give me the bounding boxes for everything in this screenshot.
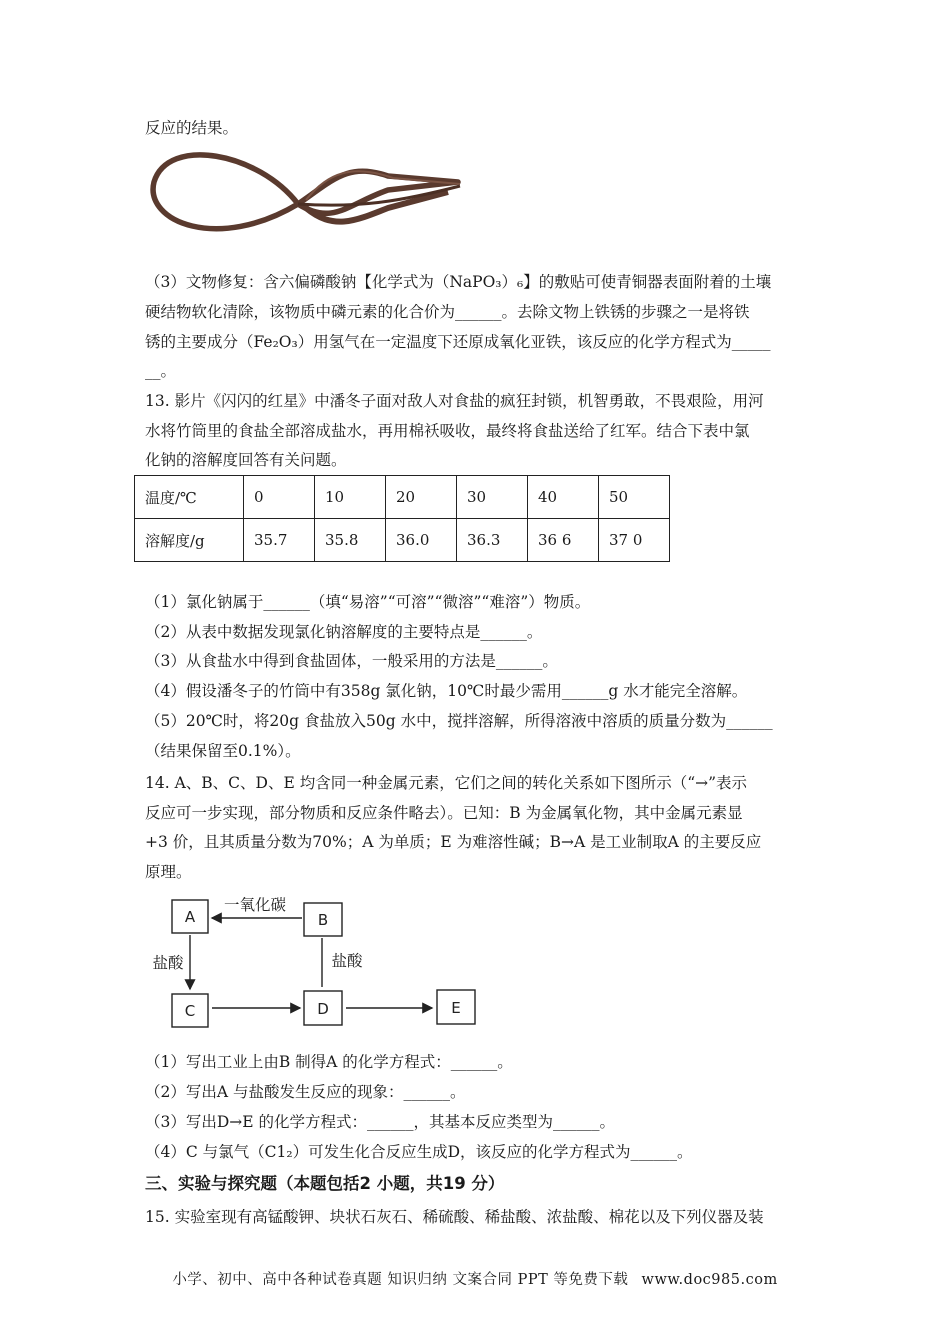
- text-line: （1）写出工业上由B 制得A 的化学方程式：______。: [145, 1053, 513, 1071]
- question-15: 15. 实验室现有高锰酸钾、块状石灰石、稀硫酸、稀盐酸、浓盐酸、棉花以及下列仪器及装: [145, 1208, 764, 1226]
- text-line: （1）氯化钠属于______（填“易溶”“可溶”“微溶”“难溶”）物质。: [145, 593, 591, 611]
- text-line: __。: [145, 362, 177, 380]
- table-row: [135, 519, 670, 562]
- conversion-diagram: [150, 885, 490, 1035]
- table-cell: 30: [457, 476, 528, 519]
- solubility-table: [134, 475, 670, 562]
- table-cell: 37 0: [599, 519, 670, 562]
- label-b-to-d: 盐酸: [331, 952, 363, 970]
- text-line: （3）从食盐水中得到食盐固体，一般采用的方法是______。: [145, 652, 558, 670]
- footer-text: 小学、初中、高中各种试卷真题 知识归纳 文案合同 PPT 等免费下载: [172, 1272, 629, 1288]
- scissors-image: [148, 142, 468, 252]
- text-line: 反应的结果。: [145, 119, 239, 137]
- table-cell: 50: [599, 476, 670, 519]
- text-line: 化钠的溶解度回答有关问题。: [145, 451, 347, 469]
- text-line: 水将竹筒里的食盐全部溶成盐水，再用棉袄吸收，最终将食盐送给了红军。结合下表中氯: [145, 422, 750, 440]
- table-row: [135, 476, 670, 519]
- footer: [0, 1268, 950, 1289]
- label-a-to-c: 盐酸: [152, 954, 184, 972]
- table-cell: 40: [528, 476, 599, 519]
- text-line: （3）写出D→E 的化学方程式：______，其基本反应类型为______。: [145, 1113, 616, 1131]
- text-line: （3）文物修复：含六偏磷酸钠【化学式为（NaPO₃）₆】的敷贴可使青铜器表面附着的土壤: [145, 273, 772, 291]
- text-line: 硬结物软化清除，该物质中磷元素的化合价为______。去除文物上铁锈的步骤之一是将铁: [145, 303, 750, 321]
- text-line: （5）20℃时，将20g 食盐放入50g 水中，搅拌溶解，所得溶液中溶质的质量分数为______: [145, 712, 773, 730]
- table-cell: 35.7: [244, 519, 315, 562]
- question-13: 13. 影片《闪闪的红星》中潘冬子面对敌人对食盐的疯狂封锁，机智勇敢，不畏艰险，用河: [145, 392, 764, 410]
- table-cell: 36 6: [528, 519, 599, 562]
- section-heading: 三、实验与探究题（本题包括2 小题，共19 分）: [145, 1174, 505, 1193]
- table-cell: 36.0: [386, 519, 457, 562]
- text-line: （4）假设潘冬子的竹筒中有358g 氯化钠，10℃时最少需用______g 水才能完全溶解。: [145, 682, 748, 700]
- question-14: 14. A、B、C、D、E 均含同一种金属元素，它们之间的转化关系如下图所示（“→”表示: [145, 774, 748, 792]
- table-cell: 35.8: [315, 519, 386, 562]
- text-line: （4）C 与氯气（C1₂）可发生化合反应生成D，该反应的化学方程式为______。: [145, 1143, 693, 1161]
- node-b: B: [317, 911, 329, 929]
- label-b-to-a: 一氧化碳: [223, 896, 287, 914]
- node-e: E: [451, 999, 461, 1017]
- table-cell: 10: [315, 476, 386, 519]
- text-line: 锈的主要成分（Fe₂O₃）用氢气在一定温度下还原成氧化亚铁，该反应的化学方程式为_____: [145, 333, 771, 351]
- footer-link[interactable]: www.doc985.com: [641, 1272, 778, 1288]
- text-line: +3 价，且其质量分数为70%；A 为单质；E 为难溶性碱；B→A 是工业制取A 的主要反应: [145, 833, 762, 851]
- text-line: （2）从表中数据发现氯化钠溶解度的主要特点是______。: [145, 623, 543, 641]
- node-d: D: [317, 1000, 329, 1018]
- table-cell: 36.3: [457, 519, 528, 562]
- table-cell: 溶解度/g: [135, 519, 244, 562]
- node-a: A: [184, 908, 196, 926]
- node-c: C: [184, 1002, 196, 1020]
- text-line: （结果保留至0.1%）。: [145, 742, 301, 760]
- text-line: 反应可一步实现，部分物质和反应条件略去）。已知：B 为金属氧化物，其中金属元素显: [145, 804, 743, 822]
- text-line: （2）写出A 与盐酸发生反应的现象：______。: [145, 1083, 466, 1101]
- text-line: 原理。: [145, 863, 192, 881]
- table-cell: 20: [386, 476, 457, 519]
- table-cell: 0: [244, 476, 315, 519]
- table-cell: 温度/℃: [135, 476, 244, 519]
